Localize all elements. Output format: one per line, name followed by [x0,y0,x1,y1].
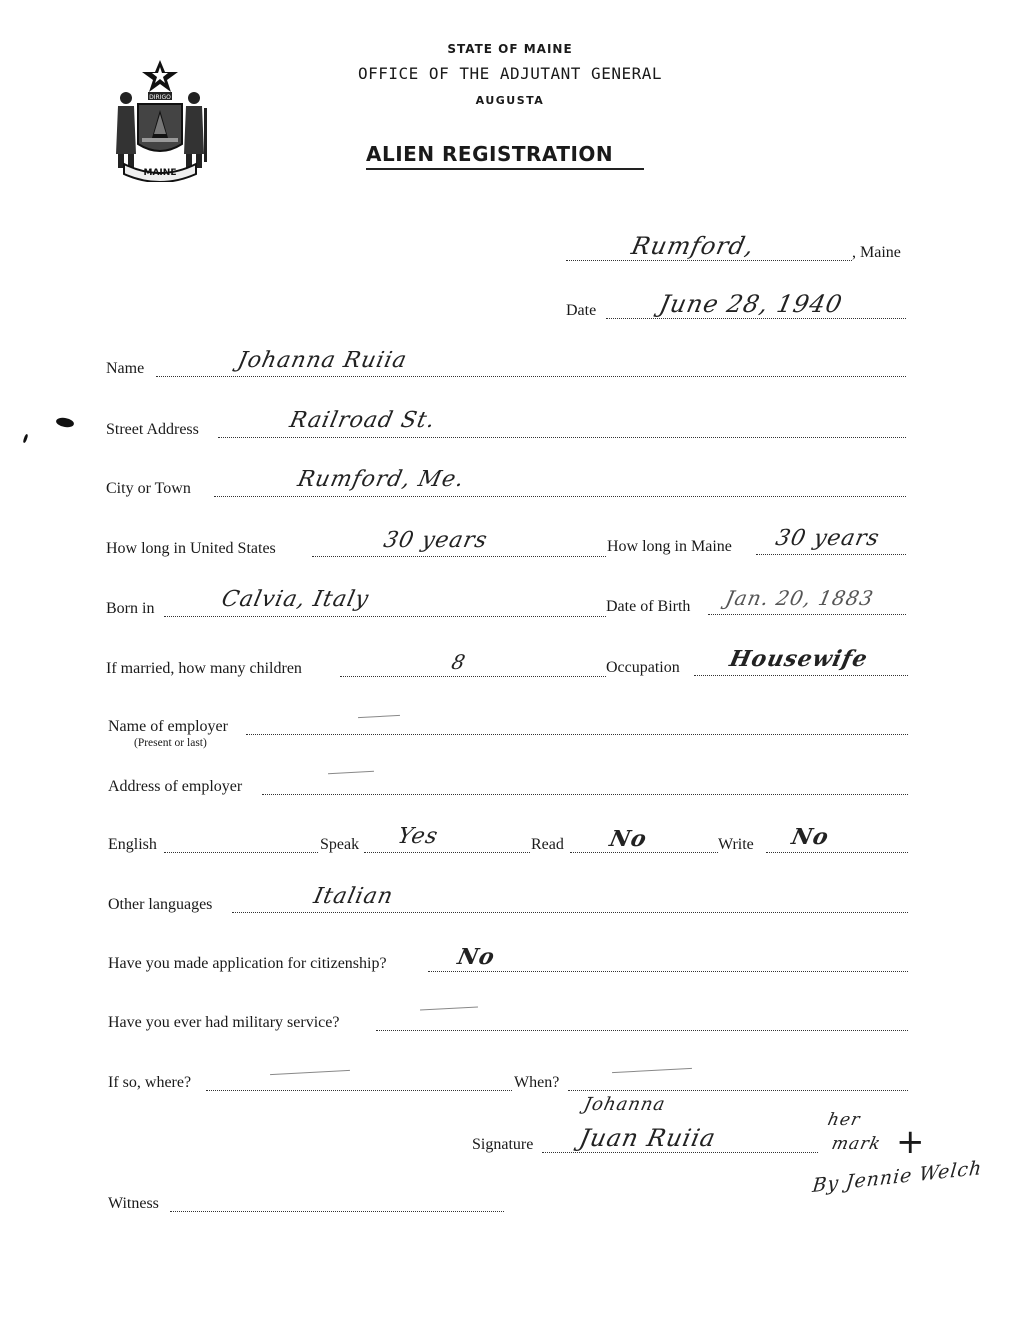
date-label: Date [566,302,597,319]
place-line [566,260,852,261]
date-entry[interactable]: June 28, 1940 [657,290,846,318]
write-line [766,852,908,853]
street-address-label: Street Address [106,421,199,438]
years-us-line [312,556,606,557]
speak-label: Speak [320,836,360,853]
date-of-birth-entry[interactable]: Jan. 20, 1883 [723,586,877,610]
employer-address-dash [328,771,374,774]
employer-address-label: Address of employer [108,778,243,795]
when-line [568,1090,908,1091]
city-heading: AUGUSTA [475,94,545,107]
employer-name-sublabel: (Present or last) [134,737,207,749]
date-line [606,318,906,319]
born-in-entry[interactable]: Calvia, Italy [219,587,372,612]
name-line [156,376,906,377]
citizenship-line [428,971,908,972]
occupation-label: Occupation [606,659,680,676]
read-entry[interactable]: No [607,826,650,852]
occupation-entry[interactable]: Housewife [727,646,871,672]
employer-name-line [246,734,908,735]
english-line [164,852,318,853]
other-languages-label: Other languages [108,896,213,913]
mark-x: + [896,1122,925,1162]
where-dash [270,1070,350,1075]
employer-name-label: Name of employer [108,718,228,735]
read-label: Read [531,836,564,853]
children-entry[interactable]: 8 [449,650,469,674]
signature-first-name: Johanna [581,1094,668,1115]
born-in-label: Born in [106,600,155,617]
other-languages-line [232,912,908,913]
children-line [340,676,606,677]
occupation-line [694,675,908,676]
military-service-dash [420,1006,478,1010]
state-seal-image [104,58,216,182]
name-label: Name [106,360,145,377]
date-of-birth-label: Date of Birth [606,598,691,615]
military-service-label: Have you ever had military service? [108,1014,340,1031]
years-maine-entry[interactable]: 30 years [773,526,883,551]
seal-motto: DIRIGO [149,94,171,101]
form-title: ALIEN REGISTRATION [366,142,644,170]
mark-word: mark [829,1134,883,1154]
when-label: When? [514,1074,560,1091]
years-us-label: How long in United States [106,540,276,557]
city-town-label: City or Town [106,480,191,497]
children-label: If married, how many children [106,660,302,677]
other-languages-entry[interactable]: Italian [311,884,396,909]
ink-speck [23,434,29,443]
mark-her: her [825,1110,863,1130]
read-line [570,852,718,853]
years-maine-line [756,554,906,555]
write-entry[interactable]: No [789,824,832,850]
city-town-entry[interactable]: Rumford, Me. [295,467,467,492]
citizenship-label: Have you made application for citizenship? [108,955,387,972]
seal-sailor-figure [184,92,207,168]
write-label: Write [718,836,754,853]
office-heading: OFFICE OF THE ADJUTANT GENERAL [358,64,662,83]
place-entry[interactable]: Rumford, [629,232,758,260]
where-line [206,1090,512,1091]
years-maine-label: How long in Maine [607,538,732,555]
when-dash [612,1068,692,1073]
where-label: If so, where? [108,1074,192,1091]
signature-label: Signature [472,1136,534,1153]
employer-address-line [262,794,908,795]
state-heading: STATE OF MAINE [447,42,573,56]
years-us-entry[interactable]: 30 years [381,528,491,553]
date-of-birth-line [708,614,906,615]
witness-line [170,1211,504,1212]
street-address-line [218,437,906,438]
employer-name-dash [358,715,400,718]
street-address-entry[interactable]: Railroad St. [287,408,438,433]
city-town-line [214,496,906,497]
seal-star-icon [142,60,178,92]
seal-scroll-text: MAINE [143,168,177,178]
seal-farmer-figure [116,92,136,168]
signature-entry[interactable]: Juan Ruiia [577,1124,719,1152]
military-service-line [376,1030,908,1031]
english-label: English [108,836,157,853]
name-entry[interactable]: Johanna Ruiia [235,348,410,373]
born-in-line [164,616,606,617]
place-suffix-label: , Maine [852,244,901,261]
witness-by-entry: By Jennie Welch [811,1156,984,1198]
witness-label: Witness [108,1195,159,1212]
ink-blot [55,417,74,429]
citizenship-entry[interactable]: No [455,944,498,970]
speak-line [364,852,530,853]
signature-line [542,1152,818,1153]
speak-entry[interactable]: Yes [395,824,441,849]
